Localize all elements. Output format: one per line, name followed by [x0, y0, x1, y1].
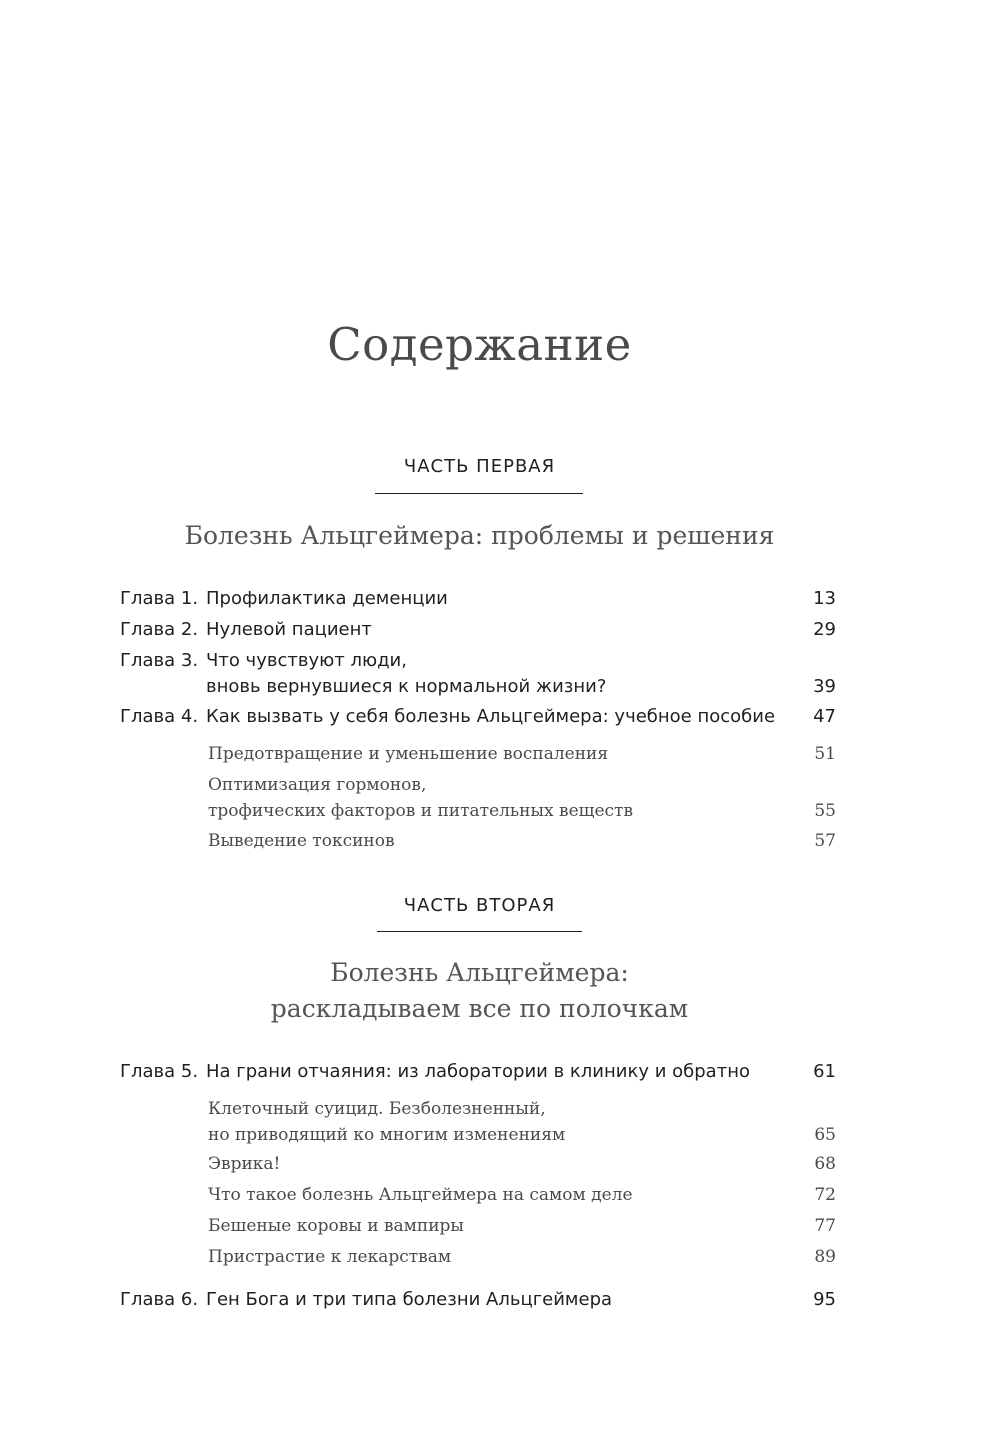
chapter-title: На грани отчаяния: из лаборатории в клинику и обратно	[206, 1061, 750, 1082]
part-2-title: Болезнь Альцгеймера: раскладываем все по полочкам	[270, 958, 689, 1023]
page-title: Содержание	[327, 318, 632, 371]
section-title: Пристрастие к лекарствам	[208, 1247, 452, 1267]
section-page-number: 57	[814, 831, 836, 851]
chapter-page-number: 13	[813, 588, 836, 609]
section-page-number: 72	[814, 1185, 836, 1205]
chapter-label: Глава 3.	[120, 650, 199, 671]
chapter-title: Ген Бога и три типа болезни Альцгеймера	[206, 1289, 613, 1310]
part-1-divider	[375, 493, 583, 494]
section-page-number: 65	[814, 1125, 836, 1145]
toc-section[interactable]	[208, 1182, 836, 1208]
toc-chapter-4[interactable]	[120, 704, 836, 730]
part-1-label: ЧАСТЬ ПЕРВАЯ	[403, 456, 556, 477]
section-page-number: 68	[814, 1154, 836, 1174]
section-page-number: 89	[814, 1247, 836, 1267]
chapter-title: Что чувствуют люди, вновь вернувшиеся к нормальной жизни?	[206, 650, 607, 697]
section-title: Клеточный суицид. Безболезненный, но приводящий ко многим изменениям	[208, 1099, 566, 1145]
toc-chapter-3[interactable]	[120, 648, 836, 700]
section-title: Что такое болезнь Альцгеймера на самом деле	[208, 1185, 633, 1205]
chapter-page-number: 29	[813, 619, 836, 640]
section-page-number: 77	[814, 1216, 836, 1236]
chapter-label: Глава 5.	[120, 1061, 199, 1082]
chapter-title: Нулевой пациент	[206, 619, 372, 640]
toc-chapter-1[interactable]	[120, 586, 836, 612]
section-page-number: 51	[814, 744, 836, 764]
toc-section[interactable]	[208, 1096, 836, 1148]
chapter-title: Профилактика деменции	[206, 588, 448, 609]
section-title: Выведение токсинов	[208, 831, 395, 851]
section-page-number: 55	[814, 801, 836, 821]
toc-section[interactable]	[208, 1244, 836, 1270]
part-1-title: Болезнь Альцгеймера: проблемы и решения	[184, 521, 775, 550]
chapter-label: Глава 4.	[120, 706, 199, 727]
chapter-label: Глава 6.	[120, 1289, 199, 1310]
toc-chapter-5[interactable]	[120, 1059, 836, 1085]
section-title: Оптимизация гормонов, трофических факторов и питательных веществ	[208, 775, 634, 821]
toc-chapter-2[interactable]	[120, 617, 836, 643]
toc-section[interactable]	[208, 741, 836, 767]
toc-section[interactable]	[208, 772, 836, 824]
section-title: Бешеные коровы и вампиры	[208, 1216, 464, 1236]
part-2-label: ЧАСТЬ ВТОРАЯ	[403, 895, 556, 916]
toc-section[interactable]	[208, 1213, 836, 1239]
toc-section[interactable]	[208, 828, 836, 854]
chapter-page-number: 95	[813, 1289, 836, 1310]
chapter-page-number: 47	[813, 706, 836, 727]
part-2-divider	[377, 931, 582, 932]
chapter-label: Глава 1.	[120, 588, 199, 609]
toc-chapter-6[interactable]	[120, 1287, 836, 1313]
section-title: Эврика!	[208, 1154, 281, 1174]
chapter-title: Как вызвать у себя болезнь Альцгеймера: учебное пособие	[206, 706, 776, 727]
chapter-page-number: 39	[813, 676, 836, 697]
section-title: Предотвращение и уменьшение воспаления	[208, 744, 609, 764]
chapter-label: Глава 2.	[120, 619, 199, 640]
chapter-page-number: 61	[813, 1061, 836, 1082]
toc-section[interactable]	[208, 1151, 836, 1177]
